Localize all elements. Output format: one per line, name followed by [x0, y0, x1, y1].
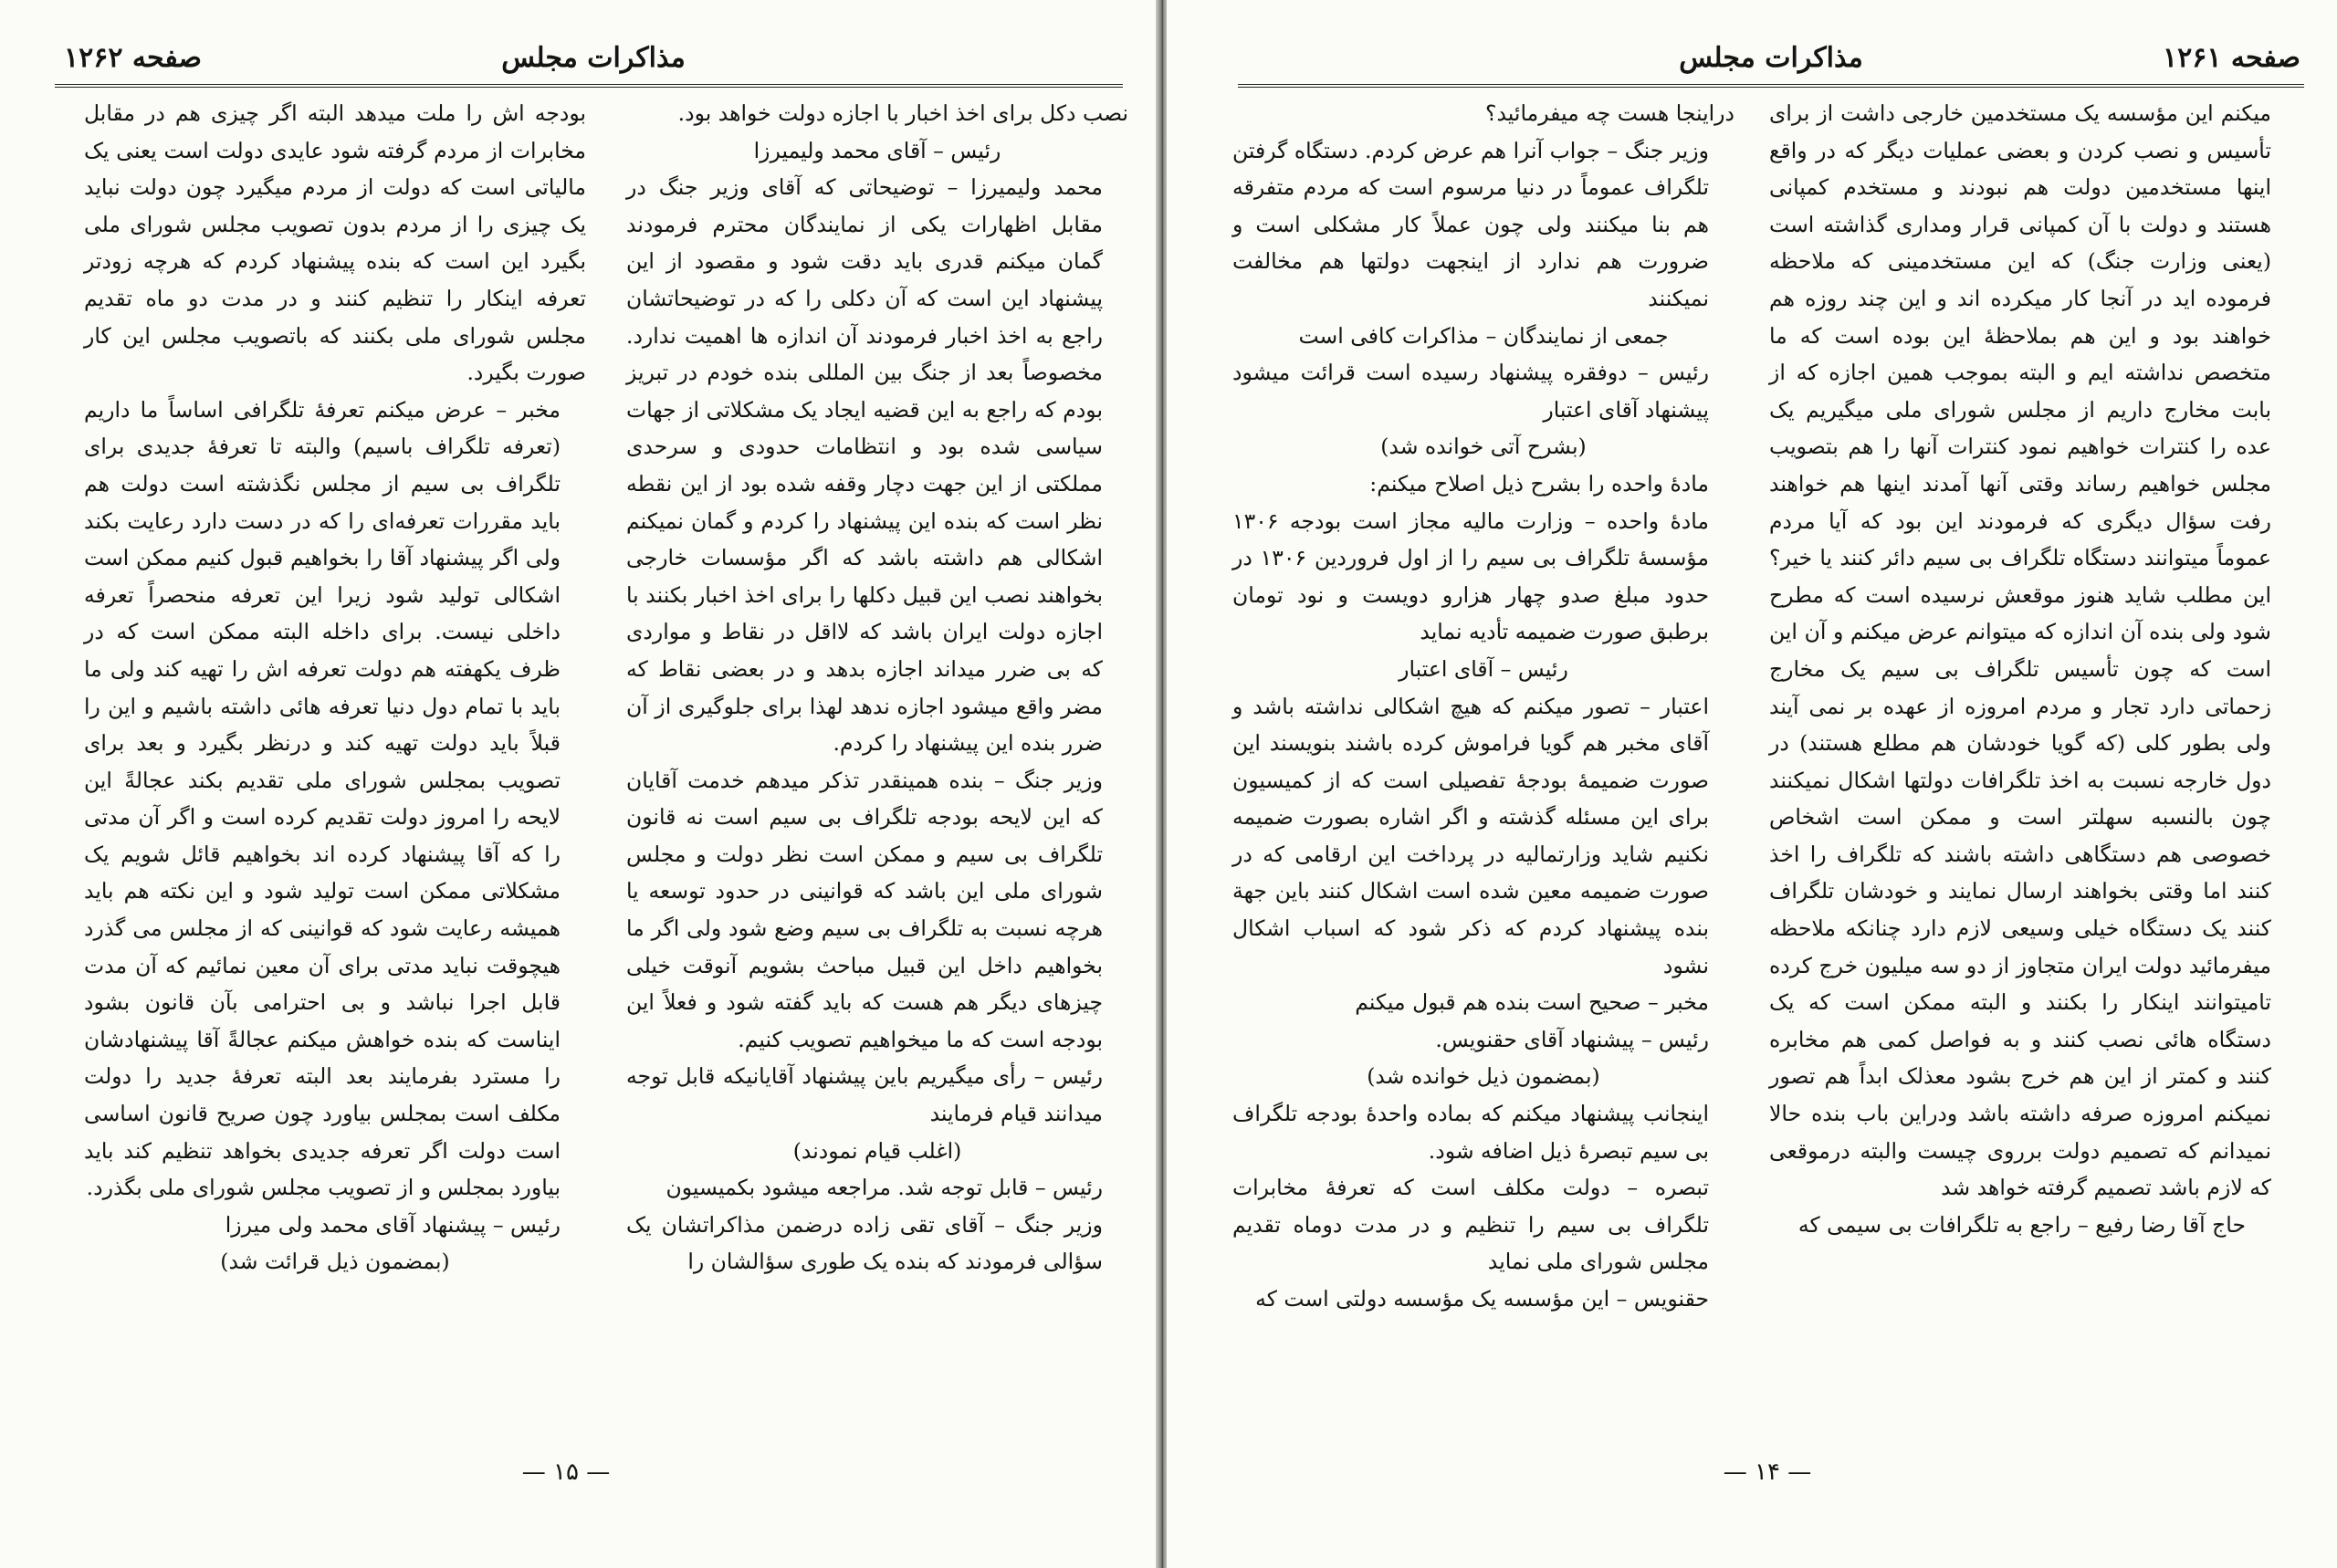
paragraph: وزیر جنگ – جواب آنرا هم عرض کردم. دستگاه گرفتن تلگراف عموماً در دنیا مرسوم است که مردم متفرقه هم بنا میکنند ولی چون عملاً کار مشکلی است و ضرورت هم ندارد از اینجهت دولتها هم مخالفت نمیکنند — [1232, 137, 1709, 311]
paragraph: رئیس – قابل توجه شد. مراجعه میشود بکمیسیون — [665, 1175, 1103, 1201]
paragraph: محمد ولیمیرزا – توضیحاتی که آقای وزیر جنگ در مقابل اظهارات یکی از نمایندگان محترم فرمودند گمان میکنم قدری باید دقت شود و مقصود از این پیشنهاد این است که آن دکلی را که در توضیحاتشان راجع به اخذ اخبار فرمودند آن اندازه ها اهمیت ندارد. مخصوصاً بعد از جنگ بین المللی بنده خودم در تبریز بودم که راجع به این قضیه ایجاد یک مشکلاتی از جهات سیاسی شده بود و انتظامات حدودی و سرحدی مملکتی از این جهت دچار وقفه شده بود از این نقطه نظر است که بنده این پیشنهاد را کردم و گمان نمیکنم اشکالی هم داشته باشد که اگر مؤسسات خارجی بخواهند نصب این قبیل دکلها را برای اخذ اخبار بکنند با اجازه دولت ایران باشد که لااقل در نقاط و مواردی که بی ضرر میداند اجازه بدهد و در بعضی نقاط که مضر واقع میشود اجازه ندهد لهذا برای جلوگیری از آن ضرر بنده این پیشنهاد را کردم. — [626, 174, 1103, 757]
paragraph: حقنویس – این مؤسسه یک مؤسسه دولتی است که — [1255, 1286, 1709, 1312]
paragraph: مادهٔ واحده – وزارت مالیه مجاز است بودجه ۱۳۰۶ مؤسسهٔ تلگراف بی سیم را از اول فروردین ۱۳۰۶ در حدود مبلغ صدو چهار هزارو دویست و نود تومان برطبق صورت ضمیمه تأدیه نماید — [1232, 507, 1709, 645]
paragraph: رئیس – پیشنهاد آقای حقنویس. — [1435, 1026, 1709, 1052]
folio: — ۱۴ — — [1723, 1458, 1812, 1486]
left-page — [0, 0, 1158, 1568]
paragraph: مخبر – عرض میکنم تعرفهٔ تلگرافی اساساً ما داریم (تعرفه تلگراف باسیم) والبته تا تعرفهٔ جدیدی برای تلگراف بی سیم از مجلس نگذشته است دولت هم باید مقررات تعرفه‌ای را که در دست دارد رعایت بکند ولی اگر پیشنهاد آقا را بخواهیم قبول کنیم ممکن است اشکالی تولید شود زیرا این تعرفه منحصراً تعرفه داخلی نیست. برای داخله البته ممکن است که در ظرف یکهفته هم دولت تعرفه اش را تهیه کند ولی ما باید با تمام دول دنیا تعرفه هائی داشته باشیم و این را قبلاً باید دولت تهیه کند و درنظر بگیرد و بعد برای تصویب بمجلس شورای ملی تقدیم بکند عجالةً این لایحه را امروز دولت تقدیم کرده است و اگر آن مدتی را که آقا پیشنهاد کرده اند بخواهیم قائل شویم یک مشکلاتی ممکن است تولید شود و این نکته هم باید همیشه رعایت شود که قوانینی که از مجلس می گذرد هیچوقت نباید مدتی برای آن معین نمائیم که آن مدت قابل اجرا نباشد و بی احترامی بآن قانون بشود اینا‌ست که بنده خواهش میکنم عجالةً آقا پیشنهادشان را مسترد بفرمایند بعد البته تعرفهٔ جدید را دولت مکلف است بمجلس بیاورد چون صریح قانون اساسی است دولت اگر تعرفه جدیدی بخواهد تنظیم کند باید بیاورد بمجلس و از تصویب مجلس شورای ملی بگذرد. — [84, 396, 561, 1201]
text-column-right — [1769, 95, 2271, 1437]
paragraph: حاج آقا رضا رفیع – راجع به تلگرافات بی سیمی که — [1797, 1211, 2246, 1238]
text-column-right — [626, 95, 1128, 1437]
paragraph: نصب دکل برای اخذ اخبار با اجازه دولت خواهد بود. — [677, 100, 1128, 126]
paragraph: رئیس – پیشنهاد آقای محمد ولی میرزا — [225, 1211, 561, 1238]
stage-note: (بمضمون ذیل خوانده شد) — [1367, 1063, 1600, 1090]
speaker-line: رئیس – آقای محمد ولیمیرزا — [753, 137, 1001, 163]
paragraph: دراینجا هست چه میفرمائید؟ — [1485, 100, 1734, 126]
paragraph: اعتبار – تصور میکنم که هیچ اشکالی نداشته باشد و آقای مخبر هم گویا فراموش کرده باشند بنویسند این صورت ضمیمهٔ بودجهٔ تفصیلی است که از کمیسیون برای این مسئله گذشته و اگر اشاره بصورت ضمیمه نکنیم شاید وزارتمالیه در پرداخت این ارقامی که در صورت ضمیمه معین شده است اشکال کنند باین جهة بنده پیشنهاد کردم که ذکر شود که اسباب اشکال نشود — [1232, 693, 1709, 978]
paragraph: وزیر جنگ – بنده همینقدر تذکر میدهم خدمت آقایان که این لایحه بودجه تلگراف بی سیم است نه قانون تلگراف بی سیم و ممکن است نظر دولت و مجلس شورای ملی این باشد که قوانینی در حدود توسعه یا هرچه نسبت به تلگراف بی سیم وضع شود ولی اگر ما بخواهیم داخل این قبیل مباحث بشویم آنوقت خیلی چیزهای دیگر هم هست که باید گفته شود و فعلاً این بودجه است که ما میخواهیم تصویب کنیم. — [626, 767, 1103, 1052]
page-header — [64, 38, 1123, 82]
header-rule — [55, 84, 1123, 88]
speaker-line: جمعی از نمایندگان – مذاکرات کافی است — [1298, 322, 1669, 349]
paragraph: رئیس – رأی میگیریم باین پیشنهاد آقایانیکه قابل توجه میدانند قیام فرمایند — [626, 1063, 1103, 1127]
page-header — [1242, 38, 2300, 82]
page-number: صفحه ۱۲۶۱ — [2163, 42, 2300, 74]
text-column-left — [84, 95, 586, 1437]
paragraph: میکنم این مؤسسه یک مستخدمین خارجی داشت از برای تأسیس و نصب کردن و بعضی عملیات دیگر که در واقع اینها مستخدمین دولت هم نبودند و مستخدم کمپانی هستند و دولت با آن کمپانی قرار ومداری گذاشته است (یعنی وزارت جنگ) که این مستخدمینی که ملاحظه فرموده اید در آنجا کار میکرده اند و این چند روزه هم خواهند بود و این هم بملاحظهٔ این بوده است که ما متخصص نداشته ایم و البته بموجب همین اجازه که از بابت مخارج داریم از مجلس شورای ملی میگیریم یک عده را کنترات خواهیم نمود کنترات آنها را هم بتصویب مجلس خواهیم رساند وقتی آنها آمدند اینها هم خواهند رفت سؤال دیگری که فرمودند این بود که آیا مردم عموماً میتوانند دستگاه تلگراف بی سیم دائر کنند یا خیر؟ این مطلب شاید هنوز موقعش نرسیده است که مطرح شود ولی بنده آن اندازه که میتوانم عرض میکنم و آن این است که چون تأسیس تلگراف بی سیم یک مخارج زحماتی دارد تجار و مردم امروزه از عهده بر نمی آیند ولی بطور کلی (که گویا خودشان هم مطلع هستند) در دول خارجه نسبت به اخذ تلگرافات دولتها اشکال نمیکنند چون بالنسبه سهلتر است و ممکن است اشخاص خصوصی هم دستگاهی داشته باشند که تلگراف را اخذ کنند اما وقتی بخواهند ارسال نمایند و خودشان تلگراف کنند یک دستگاه خیلی وسیعی لازم دارد چنانکه ملاحظه میفرمائید دولت ایران متجاوز از دو سه میلیون خرج کرده تامیتوانند اینکار را بکنند و البته ممکن است که یک دستگاه هائی نصب کنند و به فواصل کمی هم مخابره کنند و کمتر از این هم خرج بشود معذلک ابداً هم تصور نمیکنم امروزه صرفه داشته باشد ودراین باب بنده حالا نمیدانم که تصمیم دولت برروی چیست والبته درموقعی که لازم باشد تصمیم گرفته خواهد شد — [1769, 100, 2272, 1201]
paragraph: رئیس – دوفقره پیشنهاد رسیده است قرائت میشود پیشنهاد آقای اعتبار — [1232, 360, 1709, 423]
running-title: مذاکرات مجلس — [501, 42, 686, 74]
page-number: صفحه ۱۲۶۲ — [64, 42, 202, 74]
right-page — [1167, 0, 2337, 1568]
stage-note: (بشرح آتی خوانده شد) — [1380, 434, 1587, 460]
folio: — ۱۵ — — [521, 1458, 611, 1486]
paragraph: مخبر – صحیح است بنده هم قبول میکنم — [1355, 989, 1709, 1016]
paragraph: تبصره – دولت مکلف است که تعرفهٔ مخابرات تلگراف بی سیم را تنظیم و در مدت دوماه تقدیم مجلس شورای ملی نماید — [1232, 1175, 1709, 1275]
paragraph: مادهٔ واحده را بشرح ذیل اصلاح میکنم: — [1369, 470, 1709, 497]
header-rule — [1238, 84, 2304, 88]
stage-note: (اغلب قیام نمودند) — [792, 1137, 962, 1164]
speaker-line: رئیس – آقای اعتبار — [1399, 655, 1568, 682]
running-title: مذاکرات مجلس — [1679, 42, 1863, 74]
paragraph: اینجانب پیشنهاد میکنم که بماده واحدهٔ بودجه تلگراف بی سیم تبصرهٔ ذیل اضافه شود. — [1232, 1101, 1709, 1164]
text-column-left — [1232, 95, 1734, 1437]
paragraph: وزیر جنگ – آقای تقی زاده درضمن مذاکراتشان یک سؤالی فرمودند که بنده یک طوری سؤالشان را — [626, 1211, 1103, 1275]
paragraph: بودجه اش را ملت میدهد البته اگر چیزی هم در مقابل مخابرات از مردم گرفته شود عایدی دولت است یعنی یک مالیاتی است که دولت از مردم میگیرد چون دولت نباید یک چیزی را از مردم بدون تصویب مجلس شورای ملی بگیرد این است که بنده پیشنهاد کردم که هرچه زودتر تعرفه اینکار را تنظیم کنند و در مدت دو ماه تقدیم مجلس شورای ملی بکنند که باتصویب مجلس این کار صورت بگیرد. — [84, 100, 586, 386]
stage-note: (بمضمون ذیل قرائت شد) — [220, 1249, 450, 1275]
